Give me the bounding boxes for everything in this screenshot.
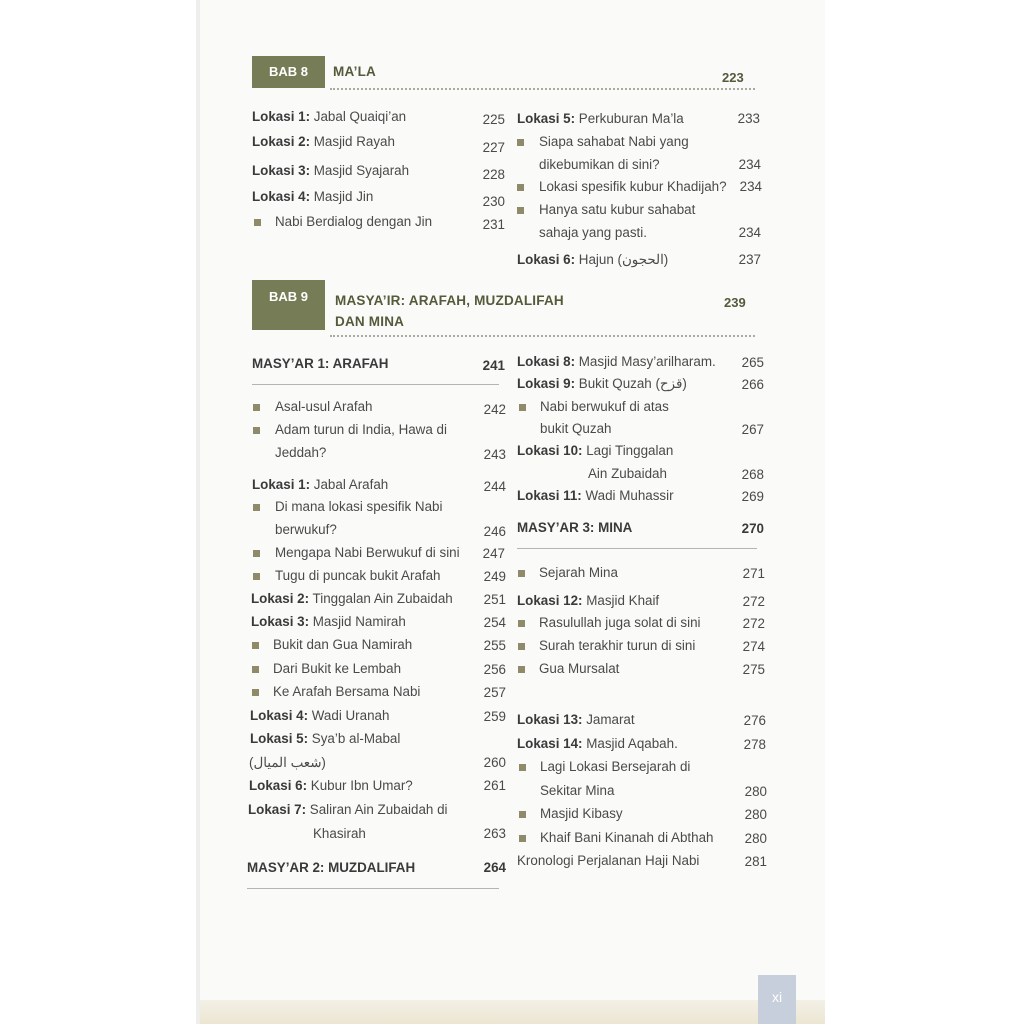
toc-entry-gua-mursalat: Gua Mursalat — [539, 661, 620, 676]
toc-entry-b9-lokasi-11: Lokasi 11: Wadi Muhassir — [517, 488, 674, 503]
toc-entry-nabi-berwukuf: Nabi berwukuf di atas — [540, 399, 669, 414]
toc-entry-lagi-lokasi-cont: Sekitar Mina — [540, 783, 615, 798]
toc-page-263: 263 — [483, 826, 506, 841]
toc-page-265: 265 — [741, 355, 764, 370]
masyar-1-heading: MASY’AR 1: ARAFAH — [252, 356, 389, 371]
bullet-icon — [517, 139, 524, 146]
bullet-icon — [519, 811, 526, 818]
toc-page-269: 269 — [741, 489, 764, 504]
toc-entry-b9-lokasi-1: Lokasi 1: Jabal Arafah — [252, 477, 389, 492]
toc-entry-dari-bukit: Dari Bukit ke Lembah — [273, 661, 402, 676]
toc-page-276: 276 — [743, 713, 766, 728]
toc-page-234: 234 — [739, 179, 762, 194]
bab-9-title-line-1: MASYA’IR: ARAFAH, MUZDALIFAH — [335, 293, 564, 308]
toc-page-241: 241 — [482, 358, 505, 373]
bab-8-title: MA’LA — [333, 64, 376, 79]
toc-page-280b: 280 — [744, 807, 767, 822]
toc-page-242: 242 — [483, 402, 506, 417]
toc-entry-b9-lokasi-3: Lokasi 3: Masjid Namirah — [251, 614, 406, 629]
toc-page-237: 237 — [738, 252, 761, 267]
bab-9-dotted-rule — [330, 335, 755, 337]
toc-page-259: 259 — [483, 709, 506, 724]
toc-entry-lokasi-3: Lokasi 3: Masjid Syajarah — [252, 163, 410, 178]
bullet-icon — [518, 570, 525, 577]
toc-page-256: 256 — [483, 662, 506, 677]
toc-entry-lokasi-1: Lokasi 1: Jabal Quaiqi’an — [252, 109, 407, 124]
bab-8-label: BAB 8 — [268, 64, 308, 79]
toc-entry-b9-lokasi-10: Lokasi 10: Lagi Tinggalan — [517, 443, 674, 458]
bab-9-title-line-2: DAN MINA — [335, 314, 405, 329]
masyar-3-heading: MASY’AR 3: MINA — [517, 520, 633, 535]
toc-entry-siapa-sahabat: Siapa sahabat Nabi yang — [539, 134, 689, 149]
toc-page-228: 228 — [482, 167, 505, 182]
toc-entry-b9-lokasi-14: Lokasi 14: Masjid Aqabah. — [517, 736, 678, 751]
toc-entry-lokasi-2: Lokasi 2: Masjid Rayah — [252, 134, 395, 149]
bullet-icon — [519, 404, 526, 411]
toc-entry-syab-arabic: (شعب الميال) — [249, 755, 326, 770]
toc-page-280: 280 — [744, 784, 767, 799]
toc-page-227: 227 — [482, 140, 505, 155]
toc-entry-siapa-sahabat-cont: dikebumikan di sini? — [539, 157, 660, 172]
bullet-icon — [252, 642, 259, 649]
toc-entry-masjid-kibasy: Masjid Kibasy — [540, 806, 623, 821]
toc-entry-khasirah: Khasirah — [313, 826, 366, 841]
bullet-icon — [253, 573, 260, 580]
toc-page-274: 274 — [742, 639, 765, 654]
bullet-icon — [518, 643, 525, 650]
toc-page-260: 260 — [483, 755, 506, 770]
bullet-icon — [253, 504, 260, 511]
toc-entry-nabi-berdialog: Nabi Berdialog dengan Jin — [275, 214, 433, 229]
bullet-icon — [254, 219, 261, 226]
page-footer-band — [200, 1000, 825, 1024]
bab-9-page: 239 — [724, 295, 746, 310]
bab-8-label-box — [252, 56, 325, 88]
toc-entry-tugu: Tugu di puncak bukit Arafah — [275, 568, 441, 583]
bullet-icon — [253, 404, 260, 411]
toc-entry-lokasi-5: Lokasi 5: Perkuburan Ma’la — [517, 111, 684, 126]
toc-entry-asal-usul: Asal-usul Arafah — [275, 399, 373, 414]
bullet-icon — [253, 427, 260, 434]
masyar-1-rule — [252, 384, 499, 385]
toc-entry-surah-terakhir: Surah terakhir turun di sini — [539, 638, 696, 653]
toc-page-255: 255 — [483, 638, 506, 653]
toc-page-275: 275 — [742, 662, 765, 677]
toc-page-231: 231 — [482, 217, 505, 232]
toc-page-251: 251 — [483, 592, 506, 607]
toc-entry-kronologi: Kronologi Perjalanan Haji Nabi — [517, 853, 700, 868]
toc-page-267: 267 — [741, 422, 764, 437]
toc-page-271: 271 — [742, 566, 765, 581]
masyar-3-rule — [517, 548, 757, 549]
toc-entry-b9-lokasi-5: Lokasi 5: Sya’b al-Mabal — [250, 731, 401, 746]
toc-entry-ke-arafah: Ke Arafah Bersama Nabi — [273, 684, 421, 699]
bullet-icon — [519, 764, 526, 771]
toc-page-244: 244 — [483, 479, 506, 494]
toc-page-261: 261 — [483, 778, 506, 793]
toc-entry-sejarah-mina: Sejarah Mina — [539, 565, 618, 580]
toc-page-254: 254 — [483, 615, 506, 630]
toc-page-272b: 272 — [742, 616, 765, 631]
bullet-icon — [519, 835, 526, 842]
bullet-icon — [517, 184, 524, 191]
toc-entry-mengapa: Mengapa Nabi Berwukuf di sini — [275, 545, 460, 560]
toc-page-268: 268 — [741, 467, 764, 482]
bab-9-label-box — [252, 280, 325, 330]
toc-entry-b9-lokasi-9: Lokasi 9: Bukit Quzah (قزح) — [517, 376, 687, 391]
bullet-icon — [252, 689, 259, 696]
toc-entry-b9-lokasi-8: Lokasi 8: Masjid Masy’arilharam. — [517, 354, 716, 369]
toc-page-264: 264 — [483, 860, 506, 875]
masyar-2-rule — [247, 888, 499, 889]
toc-page-247: 247 — [482, 546, 505, 561]
toc-entry-nabi-berwukuf-cont: bukit Quzah — [540, 421, 612, 436]
toc-page-249: 249 — [483, 569, 506, 584]
toc-entry-lokasi-6: Lokasi 6: Hajun (الحجون) — [517, 252, 669, 267]
toc-page-233: 233 — [737, 111, 760, 126]
toc-page-272: 272 — [742, 594, 765, 609]
toc-entry-b9-lokasi-4: Lokasi 4: Wadi Uranah — [250, 708, 390, 723]
toc-page-225: 225 — [482, 112, 505, 127]
bullet-icon — [517, 207, 524, 214]
toc-page-243: 243 — [483, 447, 506, 462]
toc-entry-di-mana-cont: berwukuf? — [275, 522, 337, 537]
toc-entry-lokasi-4: Lokasi 4: Masjid Jin — [252, 189, 374, 204]
toc-page-230: 230 — [482, 194, 505, 209]
toc-entry-lagi-lokasi: Lagi Lokasi Bersejarah di — [540, 759, 691, 774]
masyar-2-heading: MASY’AR 2: MUZDALIFAH — [247, 860, 416, 875]
toc-entry-hanya-satu: Hanya satu kubur sahabat — [539, 202, 696, 217]
toc-page-234: 234 — [738, 225, 761, 240]
toc-entry-b9-lokasi-13: Lokasi 13: Jamarat — [517, 712, 635, 727]
toc-entry-b9-lokasi-12: Lokasi 12: Masjid Khaif — [517, 593, 660, 608]
toc-page-281: 281 — [744, 854, 767, 869]
bab-9-label: BAB 9 — [269, 289, 309, 304]
toc-entry-bukit-gua: Bukit dan Gua Namirah — [273, 637, 413, 652]
toc-page-270: 270 — [741, 521, 764, 536]
toc-entry-di-mana: Di mana lokasi spesifik Nabi — [275, 499, 443, 514]
toc-page-266: 266 — [741, 377, 764, 392]
toc-page-280c: 280 — [744, 831, 767, 846]
toc-entry-lokasi-spesifik: Lokasi spesifik kubur Khadijah? — [539, 179, 727, 194]
toc-entry-adam-turun-cont: Jeddah? — [275, 445, 327, 460]
toc-entry-rasulullah: Rasulullah juga solat di sini — [539, 615, 701, 630]
toc-entry-b9-lokasi-7: Lokasi 7: Saliran Ain Zubaidah di — [248, 802, 448, 817]
bullet-icon — [252, 666, 259, 673]
bab-8-page: 223 — [722, 70, 744, 85]
toc-entry-hanya-satu-cont: sahaja yang pasti. — [539, 225, 647, 240]
toc-page-234: 234 — [738, 157, 761, 172]
toc-entry-ain-zubaidah: Ain Zubaidah — [588, 466, 667, 481]
toc-page-278: 278 — [743, 737, 766, 752]
bullet-icon — [518, 666, 525, 673]
bab-8-dotted-rule — [330, 88, 755, 90]
bullet-icon — [518, 620, 525, 627]
toc-page-246: 246 — [483, 524, 506, 539]
toc-entry-b9-lokasi-6: Lokasi 6: Kubur Ibn Umar? — [249, 778, 413, 793]
page-number: xi — [758, 975, 796, 1024]
toc-entry-khaif-bani: Khaif Bani Kinanah di Abthah — [540, 830, 714, 845]
toc-entry-b9-lokasi-2: Lokasi 2: Tinggalan Ain Zubaidah — [251, 591, 453, 606]
bullet-icon — [253, 550, 260, 557]
toc-entry-adam-turun: Adam turun di India, Hawa di — [275, 422, 447, 437]
toc-page-257: 257 — [483, 685, 506, 700]
